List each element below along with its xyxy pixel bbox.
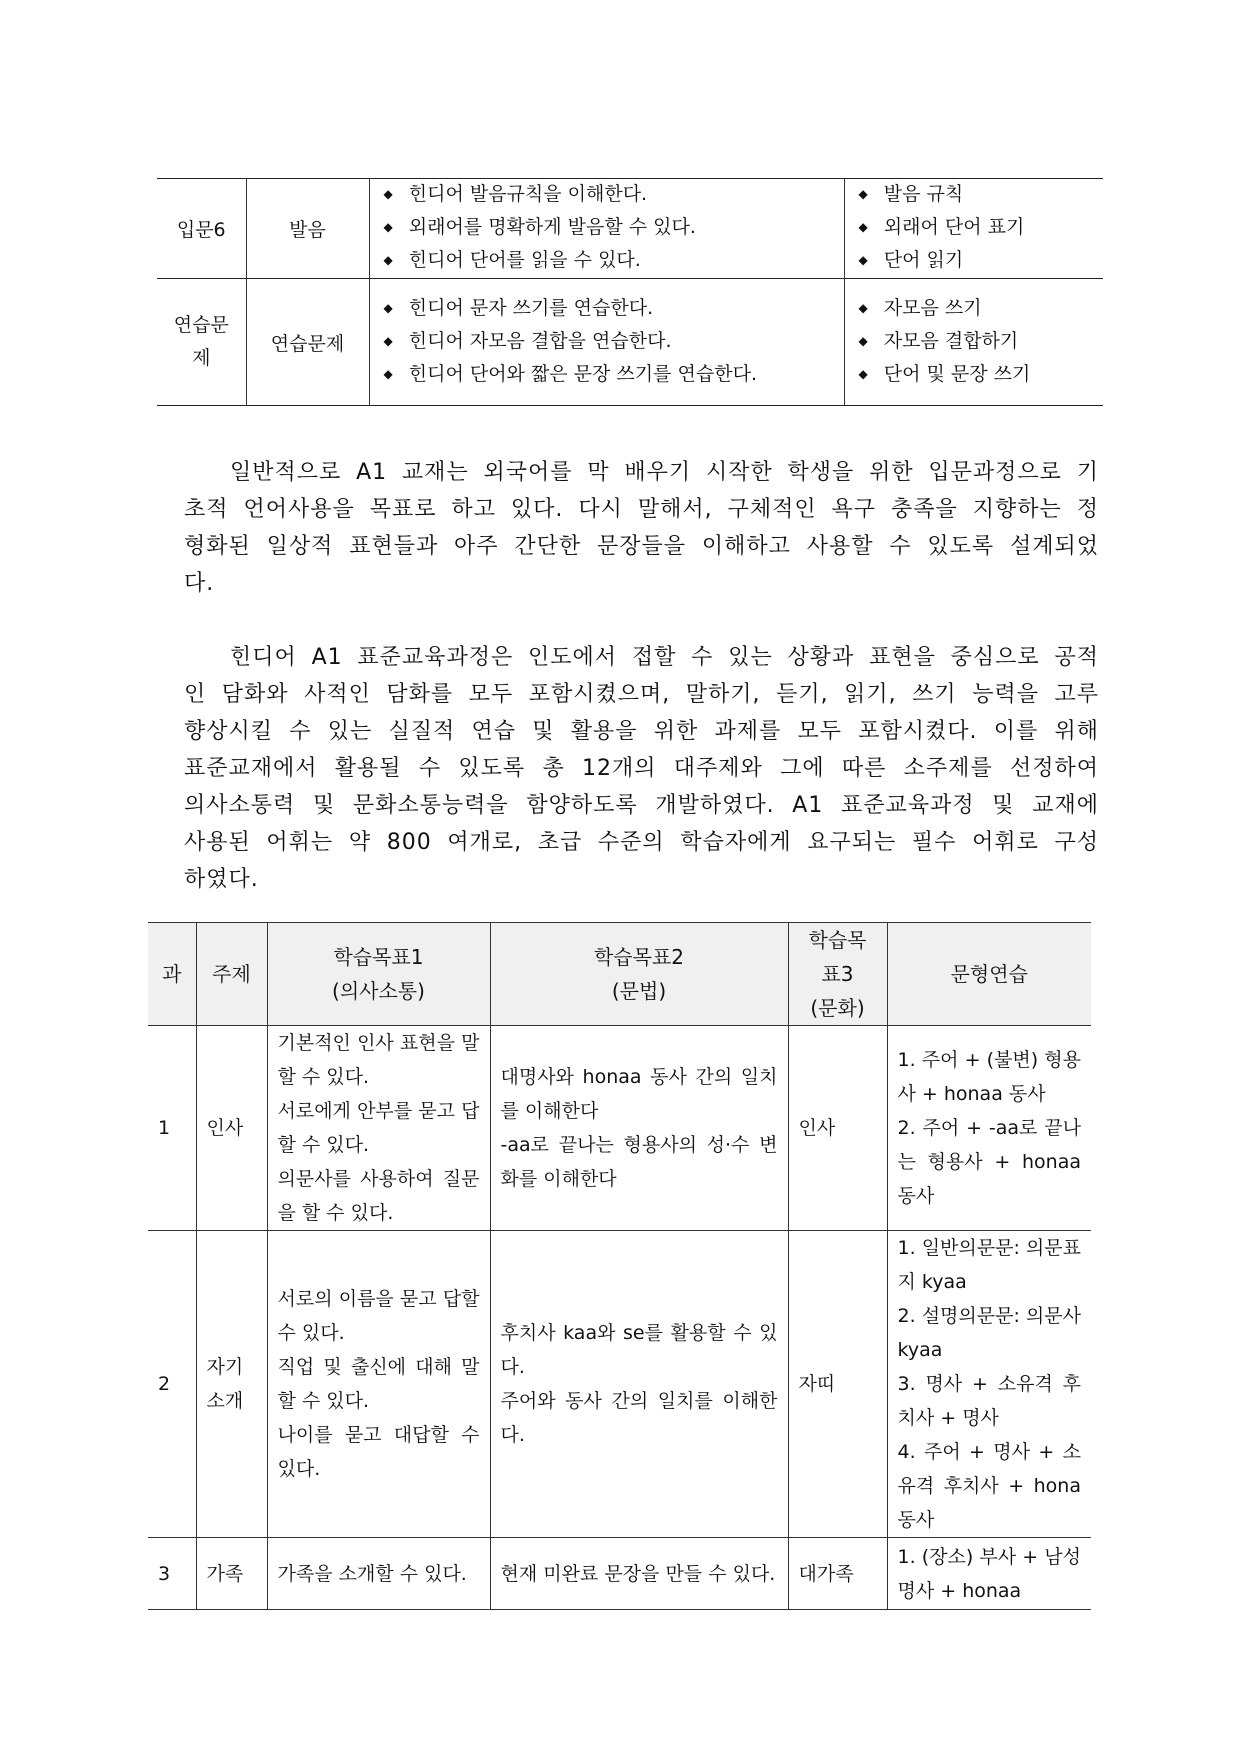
cell-line: 2. 설명의문문: 의문사 kyaa	[897, 1305, 1081, 1361]
list-item: ◆ 외래어를 명확하게 발음할 수 있다.	[384, 212, 830, 245]
cell-line: 2. 주어 + -aa로 끝나는 형용사 + honaa 동사	[897, 1117, 1081, 1207]
list-item: ◆ 자모음 결합하기	[859, 326, 1090, 359]
cell-line: 현재 미완료 문장을 만들 수 있다.	[500, 1562, 776, 1585]
goal1-cell	[267, 1026, 490, 1231]
list-item: ◆ 힌디어 발음규칙을 이해한다.	[384, 179, 830, 212]
list-item: ◆ 힌디어 문자 쓰기를 연습한다.	[384, 293, 830, 326]
header-practice: 문형연습	[887, 923, 1091, 1026]
goal1-cell	[267, 1231, 490, 1538]
cell-line: 서로에게 안부를 묻고 답할 수 있다.	[277, 1100, 480, 1156]
goal2-cell	[490, 1026, 788, 1231]
lesson-cell: 2	[148, 1231, 196, 1538]
table-header-row	[148, 923, 1091, 1026]
header-goal3: 학습목 표3 (문화)	[788, 923, 887, 1026]
unit-cell: 연습문제	[157, 279, 246, 406]
topic-cell: 가족	[196, 1538, 267, 1610]
cell-line: 의문사를 사용하여 질문을 할 수 있다.	[277, 1168, 480, 1224]
header-goal2: 학습목표2 (문법)	[490, 923, 788, 1026]
goal2-cell	[490, 1538, 788, 1610]
goals-cell	[369, 279, 844, 406]
curriculum-table	[148, 922, 1091, 1610]
list-item: ◆ 힌디어 자모음 결합을 연습한다.	[384, 326, 830, 359]
topic-cell: 연습문제	[246, 279, 369, 406]
list-item: ◆ 단어 및 문장 쓰기	[859, 359, 1090, 392]
cell-line: 3. 명사 + 소유격 후치사 + 명사	[897, 1373, 1081, 1429]
cell-line: 후치사 kaa와 se를 활용할 수 있다.	[500, 1322, 778, 1378]
cell-line: 나이를 묻고 대답할 수 있다.	[277, 1424, 480, 1480]
header-lesson: 과	[148, 923, 196, 1026]
list-item: ◆ 힌디어 단어와 짧은 문장 쓰기를 연습한다.	[384, 359, 830, 392]
practice-cell	[887, 1026, 1091, 1231]
goal3-cell: 인사	[788, 1026, 887, 1231]
table-row	[148, 1538, 1091, 1610]
topic-cell: 인사	[196, 1026, 267, 1231]
cell-line: 4. 주어 + 명사 + 소유격 후치사 + hona 동사	[897, 1441, 1081, 1531]
goal3-cell: 자띠	[788, 1231, 887, 1538]
cell-line: 서로의 이름을 묻고 답할 수 있다.	[277, 1288, 480, 1344]
cell-line: 1. 일반의문문: 의문표지 kyaa	[897, 1237, 1081, 1293]
header-topic: 주제	[196, 923, 267, 1026]
list-item: ◆ 자모음 쓰기	[859, 293, 1090, 326]
table-row	[157, 179, 1103, 279]
list-item: ◆ 외래어 단어 표기	[859, 212, 1090, 245]
cell-line: 주어와 동사 간의 일치를 이해한다.	[500, 1390, 778, 1446]
cell-line: 기본적인 인사 표현을 말할 수 있다.	[277, 1032, 480, 1088]
lesson-cell: 3	[148, 1538, 196, 1610]
contents-cell	[844, 179, 1103, 279]
curriculum-table-top	[157, 178, 1103, 406]
contents-cell	[844, 279, 1103, 406]
practice-cell	[887, 1538, 1091, 1610]
body-paragraph: 일반적으로 A1 교재는 외국어를 막 배우기 시작한 학생을 위한 입문과정으로 기초적 언어사용을 목표로 하고 있다. 다시 말해서, 구체적인 욕구 충족을 지향하는 정형화된 일상적 표현들과 아주 간단한 문장들을 이해하고 사용할 수 있도록 설계되었다.	[184, 460, 1099, 596]
goal3-cell: 대가족	[788, 1538, 887, 1610]
topic-cell: 자기 소개	[196, 1231, 267, 1538]
goal1-cell	[267, 1538, 490, 1610]
list-item: ◆ 단어 읽기	[859, 245, 1090, 278]
cell-line: -aa로 끝나는 형용사의 성·수 변화를 이해한다	[500, 1134, 778, 1190]
topic-cell: 발음	[246, 179, 369, 279]
table-row	[148, 1026, 1091, 1231]
body-paragraph: 힌디어 A1 표준교육과정은 인도에서 접할 수 있는 상황과 표현을 중심으로 공적인 담화와 사적인 담화를 모두 포함시켰으며, 말하기, 듣기, 읽기, 쓰기 능력을 고루 향상시킬 수 있는 실질적 연습 및 활용을 위한 과제를 모두 포함시켰다. 이를 위해 표준교재에서 활용될 수 있도록 총 12개의 대주제와 그에 따른 소주제를 선정하여 의사소통력 및 문화소통능력을 함양하도록 개발하였다. A1 표준교육과정 및 교재에 사용된 어휘는 약 800 여개로, 초급 수준의 학습자에게 요구되는 필수 어휘로 구성하였다.	[184, 645, 1099, 892]
cell-line: 1. 주어 + (불변) 형용사 + honaa 동사	[897, 1049, 1081, 1105]
cell-line: 대명사와 honaa 동사 간의 일치를 이해한다	[500, 1066, 778, 1122]
table-row	[157, 279, 1103, 406]
unit-cell: 입문6	[157, 179, 246, 279]
cell-line: 1. (장소) 부사 + 남성명사 + honaa	[897, 1545, 1081, 1602]
header-goal1: 학습목표1 (의사소통)	[267, 923, 490, 1026]
table-row	[148, 1231, 1091, 1538]
goals-cell	[369, 179, 844, 279]
list-item: ◆ 힌디어 단어를 읽을 수 있다.	[384, 245, 830, 278]
cell-line: 직업 및 출신에 대해 말할 수 있다.	[277, 1356, 480, 1412]
cell-line: 가족을 소개할 수 있다.	[277, 1562, 467, 1585]
list-item: ◆ 발음 규칙	[859, 179, 1090, 212]
practice-cell	[887, 1231, 1091, 1538]
goal2-cell	[490, 1231, 788, 1538]
lesson-cell: 1	[148, 1026, 196, 1231]
